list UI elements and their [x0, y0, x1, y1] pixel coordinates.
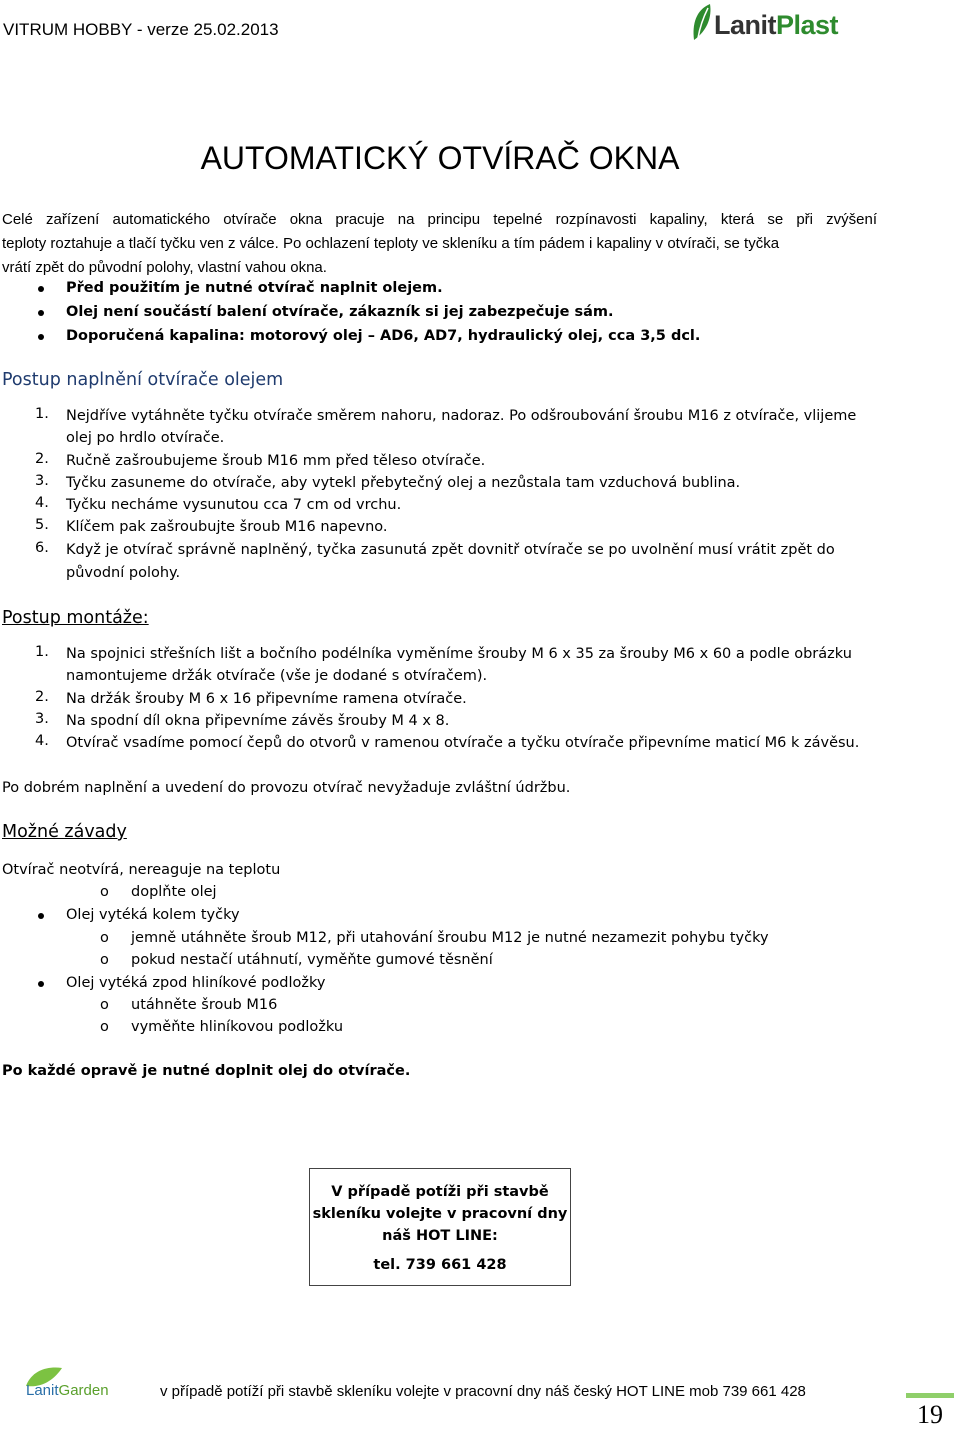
hotline-line-3: náš HOT LINE:: [382, 1228, 498, 1244]
step-number: 4.: [35, 733, 49, 749]
leaf-icon: [690, 2, 716, 42]
fill-step-1: Nejdříve vytáhněte tyčku otvírače směrem nahoru, nadoraz. Po odšroubování šroubu M16 z otvírače, vlijeme: [66, 408, 857, 424]
hotline-box: [309, 1168, 571, 1286]
bullet: [38, 286, 44, 292]
fill-step-5: Klíčem pak zašroubujte šroub M16 napevno.: [66, 519, 388, 535]
footer-hotline: v případě potíží při stavbě skleníku volejte v pracovní dny náš český HOT LINE mob 739 661 428: [160, 1383, 806, 1400]
hotline-phone: tel. 739 661 428: [373, 1257, 507, 1273]
sub-marker: o: [100, 884, 109, 900]
lanitgarden-logo: LanitGarden: [22, 1366, 112, 1406]
sub-marker: o: [100, 997, 109, 1013]
mount-step-1: Na spojnici střešních lišt a bočního podélníka vyměníme šrouby M 6 x 35 za šrouby M6 x 60 a podle obrázku: [66, 646, 852, 662]
fault-3-fix-b: vyměňte hliníkovou podložku: [131, 1019, 344, 1035]
sub-marker: o: [100, 930, 109, 946]
document-header: VITRUM HOBBY - verze 25.02.2013: [3, 20, 279, 39]
page-title: AUTOMATICKÝ OTVÍRAČ OKNA: [200, 140, 680, 176]
note-2: Olej není součástí balení otvírače, zákazník si jej zabezpečuje sám.: [66, 304, 614, 320]
hotline-line-2: skleníku volejte v pracovní dny: [312, 1206, 568, 1222]
mount-step-1-cont: namontujeme držák otvírače (vše je dodané s otvíračem).: [66, 668, 488, 684]
bullet: [38, 334, 44, 340]
maintenance-note: Po dobrém naplnění a uvedení do provozu otvírač nevyžaduje zvláštní údržbu.: [2, 780, 571, 796]
fill-step-6: Když je otvírač správně naplněný, tyčka zasunutá zpět dovnitř otvírače se po uvolnění musí vrátit zpět do: [66, 542, 835, 558]
final-note: Po každé opravě je nutné doplnit olej do otvírače.: [2, 1063, 411, 1079]
sub-marker: o: [100, 952, 109, 968]
mount-step-2: Na držák šrouby M 6 x 16 připevníme ramena otvírače.: [66, 691, 467, 707]
mount-step-4: Otvírač vsadíme pomocí čepů do otvorů v ramenou otvírače a tyčku otvírače připevníme maticí M6 k závěsu.: [66, 735, 860, 751]
fault-3: Olej vytéká zpod hliníkové podložky: [66, 975, 326, 991]
step-number: 6.: [35, 540, 49, 556]
note-3: Doporučená kapalina: motorový olej – AD6, AD7, hydraulický olej, cca 3,5 dcl.: [66, 328, 701, 344]
mount-step-3: Na spodní díl okna připevníme závěs šrouby M 4 x 8.: [66, 713, 450, 729]
mount-heading: Postup montáže:: [2, 608, 149, 628]
step-number: 5.: [35, 517, 49, 533]
step-number: 3.: [35, 473, 49, 489]
bullet: [38, 981, 44, 987]
sub-marker: o: [100, 1019, 109, 1035]
page-number: 19: [906, 1393, 954, 1437]
intro-line-1: Celé zařízení automatického otvírače okna pracuje na principu tepelné rozpínavosti kapaliny, která se při zvýšení: [2, 211, 877, 228]
lanitplast-logo: LanitPlast: [690, 2, 830, 42]
bullet: [38, 310, 44, 316]
step-number: 1.: [35, 644, 49, 660]
faults-heading: Možné závady: [2, 822, 127, 842]
fill-step-2: Ručně zašroubujeme šroub M16 mm před těleso otvírače.: [66, 453, 486, 469]
fault-2-fix-b: pokud nestačí utáhnutí, vyměňte gumové těsnění: [131, 952, 493, 968]
hotline-line-1: V případě potíži při stavbě: [331, 1184, 549, 1200]
fault-1: Otvírač neotvírá, nereaguje na teplotu: [2, 862, 281, 878]
step-number: 2.: [35, 451, 49, 467]
fault-1-fix: doplňte olej: [131, 884, 217, 900]
step-number: 1.: [35, 406, 49, 422]
fault-2: Olej vytéká kolem tyčky: [66, 907, 240, 923]
bullet: [38, 913, 44, 919]
step-number: 3.: [35, 711, 49, 727]
intro-line-2: teploty roztahuje a tlačí tyčku ven z válce. Po ochlazení teploty ve skleníku a tím pádem i kapaliny v otvírači, se tyčka: [2, 235, 780, 252]
fill-heading: Postup naplnění otvírače olejem: [2, 370, 284, 390]
fault-3-fix-a: utáhněte šroub M16: [131, 997, 278, 1013]
fill-step-4: Tyčku necháme vysunutou cca 7 cm od vrchu.: [66, 497, 402, 513]
step-number: 2.: [35, 689, 49, 705]
step-number: 4.: [35, 495, 49, 511]
intro-line-3: vrátí zpět do původní polohy, vlastní vahou okna.: [2, 259, 327, 276]
fill-step-6-cont: původní polohy.: [66, 565, 181, 581]
fill-step-3: Tyčku zasuneme do otvírače, aby vytekl přebytečný olej a nezůstala tam vzduchová bublina.: [66, 475, 741, 491]
note-1: Před použitím je nutné otvírač naplnit olejem.: [66, 280, 443, 296]
fill-step-1-cont: olej po hrdlo otvírače.: [66, 430, 225, 446]
fault-2-fix-a: jemně utáhněte šroub M12, při utahování šroubu M12 je nutné nezamezit pohybu tyčky: [131, 930, 769, 946]
